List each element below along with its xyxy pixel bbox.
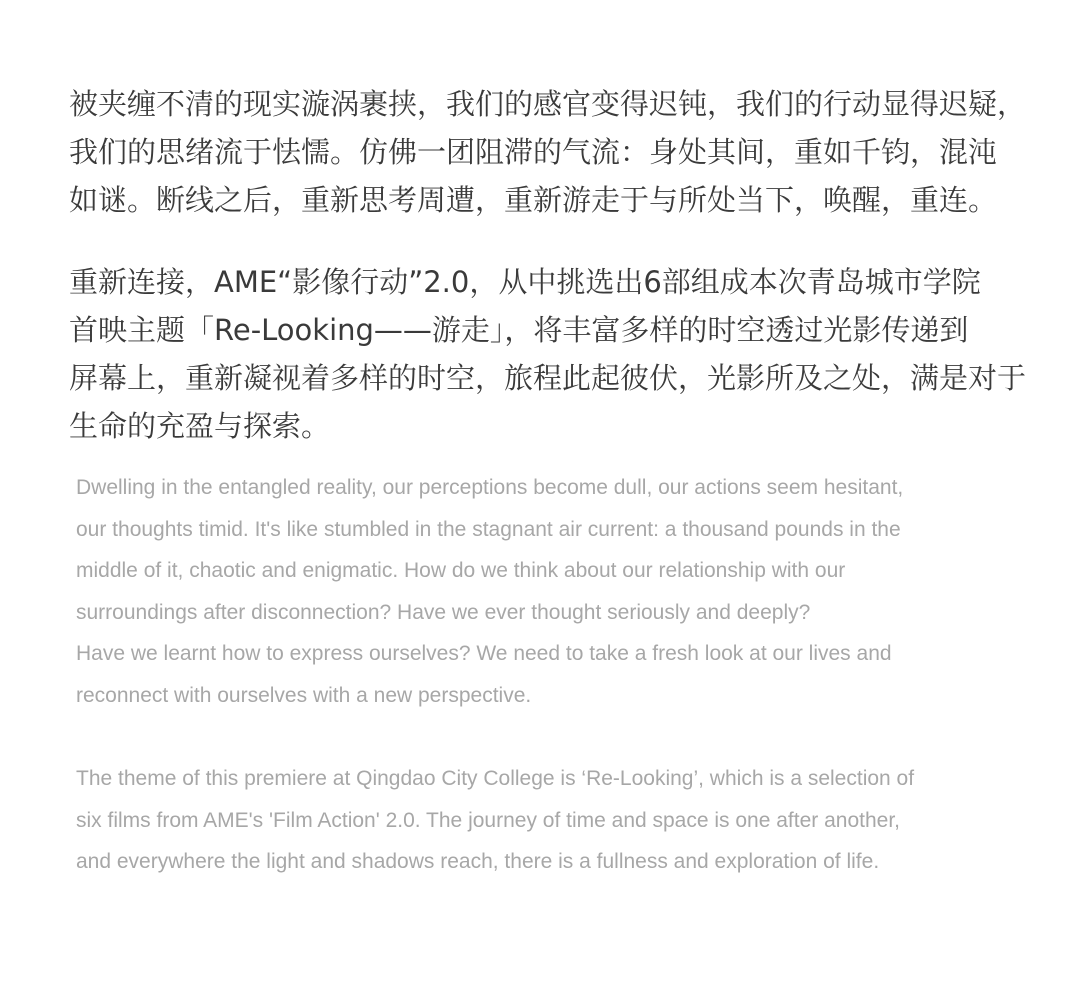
text-line: and everywhere the light and shadows reach, there is a fullness and exploration of life. [76, 850, 880, 873]
text-line: 首映主题「Re-Looking——游走」，将丰富多样的时空透过光影传递到 [69, 313, 969, 347]
text-line: middle of it, chaotic and enigmatic. How do we think about our relationship with our [76, 559, 846, 582]
text-line: surroundings after disconnection? Have we ever thought seriously and deeply? [76, 600, 811, 624]
text-line: reconnect with ourselves with a new perspective. [76, 683, 532, 707]
text-line: The theme of this premiere at Qingdao City College is ‘Re-Looking’, which is a selection of [76, 767, 915, 790]
text-line: 如谜。断线之后，重新思考周遭，重新游走于与所处当下，唤醒，重连。 [69, 183, 998, 217]
text-line: Have we learnt how to express ourselves? We need to take a fresh look at our lives and [76, 642, 892, 665]
english-paragraph-1 [76, 467, 1016, 716]
text-line: 重新连接，AME“影像行动”2.0，从中挑选出6部组成本次青岛城市学院 [69, 265, 981, 299]
text-line: 生命的充盈与探索。 [69, 409, 331, 443]
text-line: our thoughts timid. It's like stumbled in the stagnant air current: a thousand pounds in the [76, 517, 901, 541]
text-line: 我们的思绪流于怯懦。仿佛一团阻滞的气流：身处其间，重如千钧，混沌 [69, 135, 998, 169]
english-paragraph-2 [76, 758, 1016, 883]
text-line: six films from AME's 'Film Action' 2.0. The journey of time and space is one after another, [76, 808, 901, 832]
text-line: 屏幕上，重新凝视着多样的时空，旅程此起彼伏，光影所及之处，满是对于 [69, 361, 1027, 395]
text-line: 被夹缠不清的现实漩涡裹挟，我们的感官变得迟钝，我们的行动显得迟疑， [69, 87, 1027, 121]
chinese-paragraph-1 [69, 80, 1027, 224]
text-line: Dwelling in the entangled reality, our perceptions become dull, our actions seem hesitant, [76, 476, 904, 499]
chinese-paragraph-2 [69, 258, 1027, 450]
